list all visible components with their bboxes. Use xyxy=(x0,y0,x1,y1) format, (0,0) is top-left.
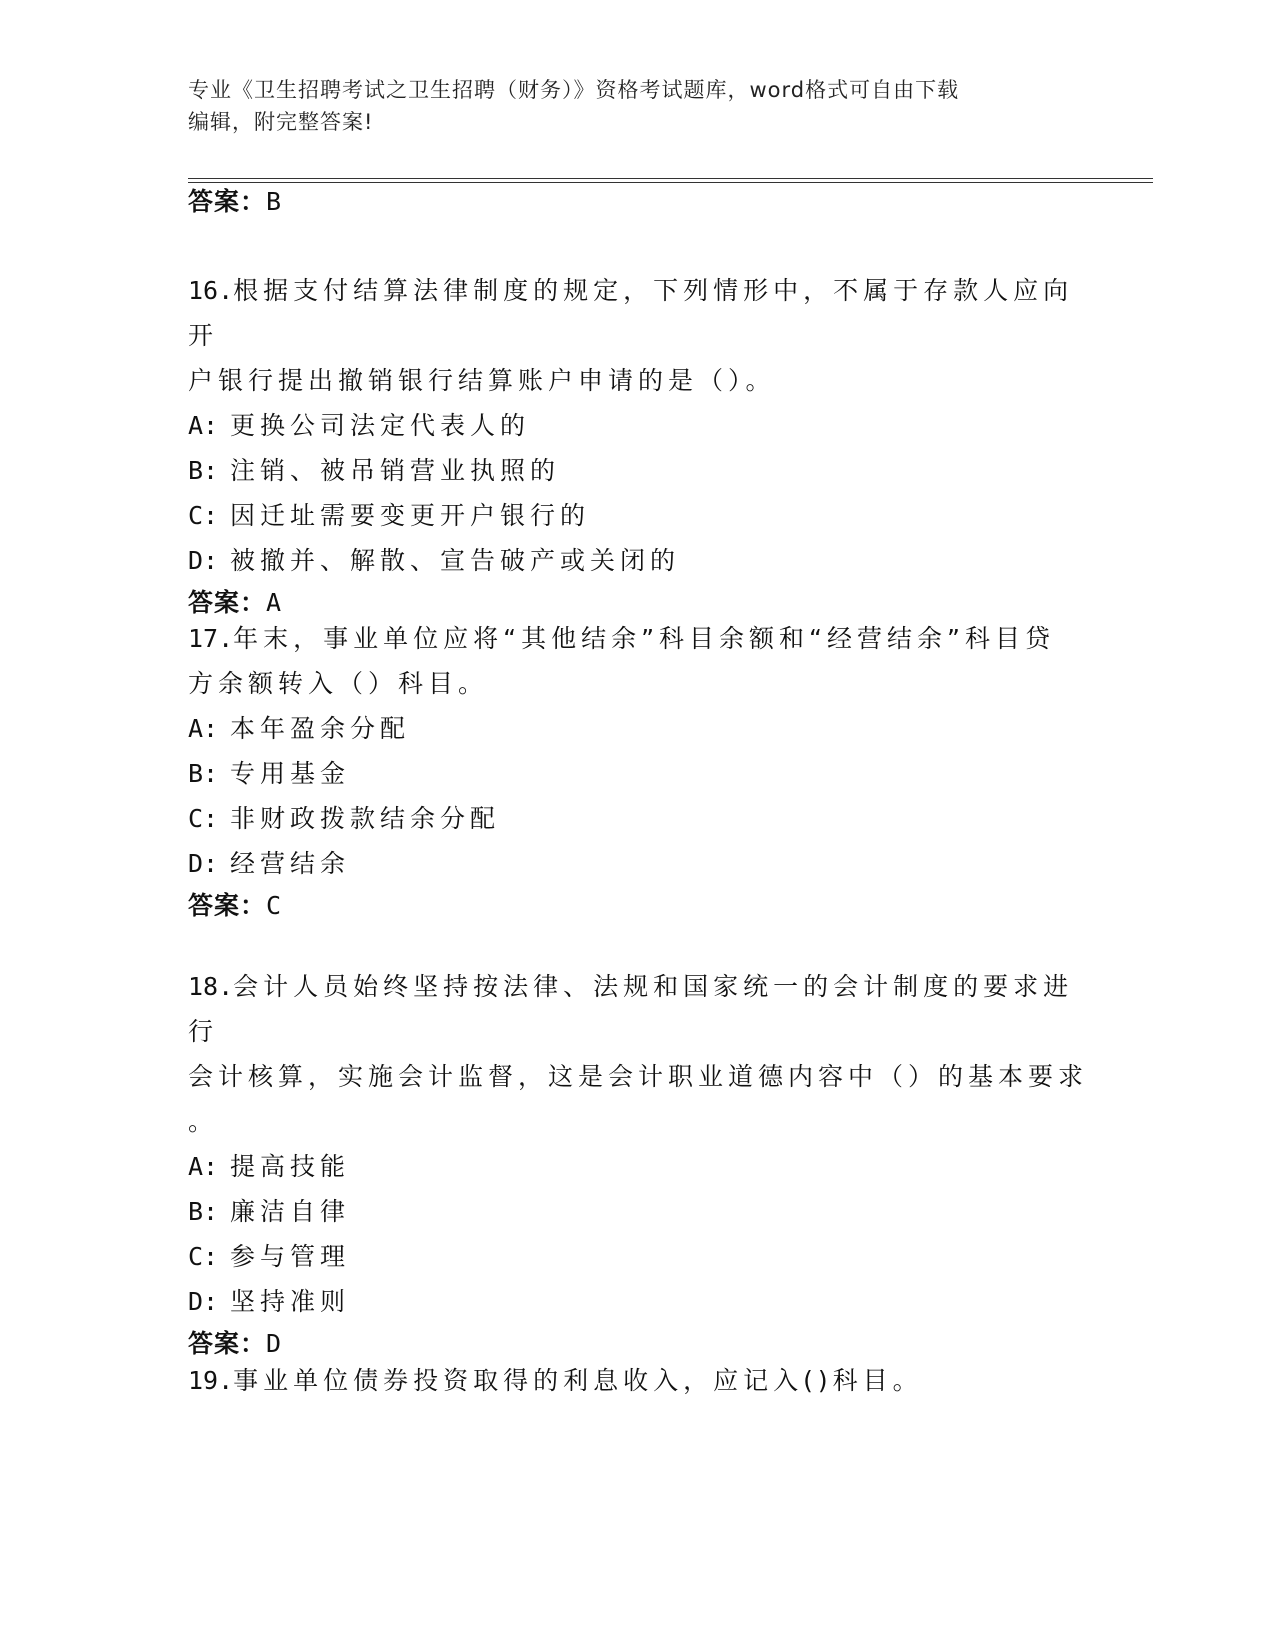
option-b xyxy=(188,448,1088,493)
option-d xyxy=(188,841,1088,886)
answer-line xyxy=(188,886,1088,926)
option-letter: B: xyxy=(188,456,219,485)
question-18 xyxy=(188,964,1088,1364)
question-number: 16. xyxy=(188,276,234,305)
stem-line: 根据支付结算法律制度的规定，下列情形中，不属于存款人应向开 xyxy=(188,276,1074,350)
option-text: 廉洁自律 xyxy=(230,1197,351,1226)
question-16 xyxy=(188,268,1088,623)
option-c xyxy=(188,493,1088,538)
question-number: 18. xyxy=(188,972,234,1001)
option-letter: A: xyxy=(188,1152,219,1181)
option-letter: D: xyxy=(188,546,219,575)
stem-line: 方余额转入（）科目。 xyxy=(188,669,489,698)
option-d xyxy=(188,538,1088,583)
option-d xyxy=(188,1279,1088,1324)
option-text: 参与管理 xyxy=(230,1242,351,1271)
question-stem xyxy=(188,964,1088,1144)
option-letter: B: xyxy=(188,759,219,788)
option-text: 注销、被吊销营业执照的 xyxy=(230,456,561,485)
question-stem xyxy=(188,268,1088,403)
option-text: 非财政拨款结余分配 xyxy=(230,804,501,833)
option-c xyxy=(188,1234,1088,1279)
stem-line: 年末，事业单位应将“其他结余”科目余额和“经营结余”科目贷 xyxy=(233,624,1055,653)
document-header xyxy=(188,74,1088,138)
answer-value: D xyxy=(266,1329,283,1358)
question-stem xyxy=(188,616,1088,706)
stem-line: 会计人员始终坚持按法律、法规和国家统一的会计制度的要求进行 xyxy=(188,972,1074,1046)
option-letter: B: xyxy=(188,1197,219,1226)
question-17 xyxy=(188,616,1088,926)
option-text: 更换公司法定代表人的 xyxy=(230,411,531,440)
option-text: 提高技能 xyxy=(230,1152,351,1181)
answer-label: 答案： xyxy=(188,588,267,617)
answer-label: 答案： xyxy=(188,891,267,920)
question-stem xyxy=(188,1358,1088,1403)
option-b xyxy=(188,751,1088,796)
option-a xyxy=(188,1144,1088,1189)
question-number: 17. xyxy=(188,624,234,653)
option-c xyxy=(188,796,1088,841)
stem-line: 。 xyxy=(188,1107,219,1136)
option-text: 经营结余 xyxy=(230,849,351,878)
option-b xyxy=(188,1189,1088,1234)
option-text: 因迁址需要变更开户银行的 xyxy=(230,501,591,530)
option-letter: C: xyxy=(188,501,219,530)
option-letter: C: xyxy=(188,1242,219,1271)
option-letter: A: xyxy=(188,411,219,440)
header-line-2: 编辑，附完整答案! xyxy=(188,110,374,134)
stem-line: 事业单位债券投资取得的利息收入，应记入()科目。 xyxy=(233,1366,923,1395)
answer-label: 答案： xyxy=(188,1329,267,1358)
question-19 xyxy=(188,1358,1088,1403)
option-letter: A: xyxy=(188,714,219,743)
answer-label: 答案： xyxy=(188,187,267,216)
answer-line xyxy=(188,182,1088,222)
option-a xyxy=(188,403,1088,448)
header-line-1: 专业《卫生招聘考试之卫生招聘（财务）》资格考试题库，word格式可自由下载 xyxy=(188,78,960,102)
stem-line: 户银行提出撤销银行结算账户申请的是（）。 xyxy=(188,366,776,395)
option-text: 专用基金 xyxy=(230,759,351,788)
answer-value: C xyxy=(266,891,283,920)
option-letter: C: xyxy=(188,804,219,833)
option-text: 坚持准则 xyxy=(230,1287,351,1316)
question-number: 19. xyxy=(188,1366,234,1395)
option-letter: D: xyxy=(188,1287,219,1316)
option-text: 被撤并、解散、宣告破产或关闭的 xyxy=(230,546,681,575)
option-a xyxy=(188,706,1088,751)
answer-value: A xyxy=(266,588,283,617)
stem-line: 会计核算，实施会计监督，这是会计职业道德内容中（）的基本要求 xyxy=(188,1062,1089,1091)
option-letter: D: xyxy=(188,849,219,878)
answer-value: B xyxy=(266,187,283,216)
option-text: 本年盈余分配 xyxy=(230,714,411,743)
